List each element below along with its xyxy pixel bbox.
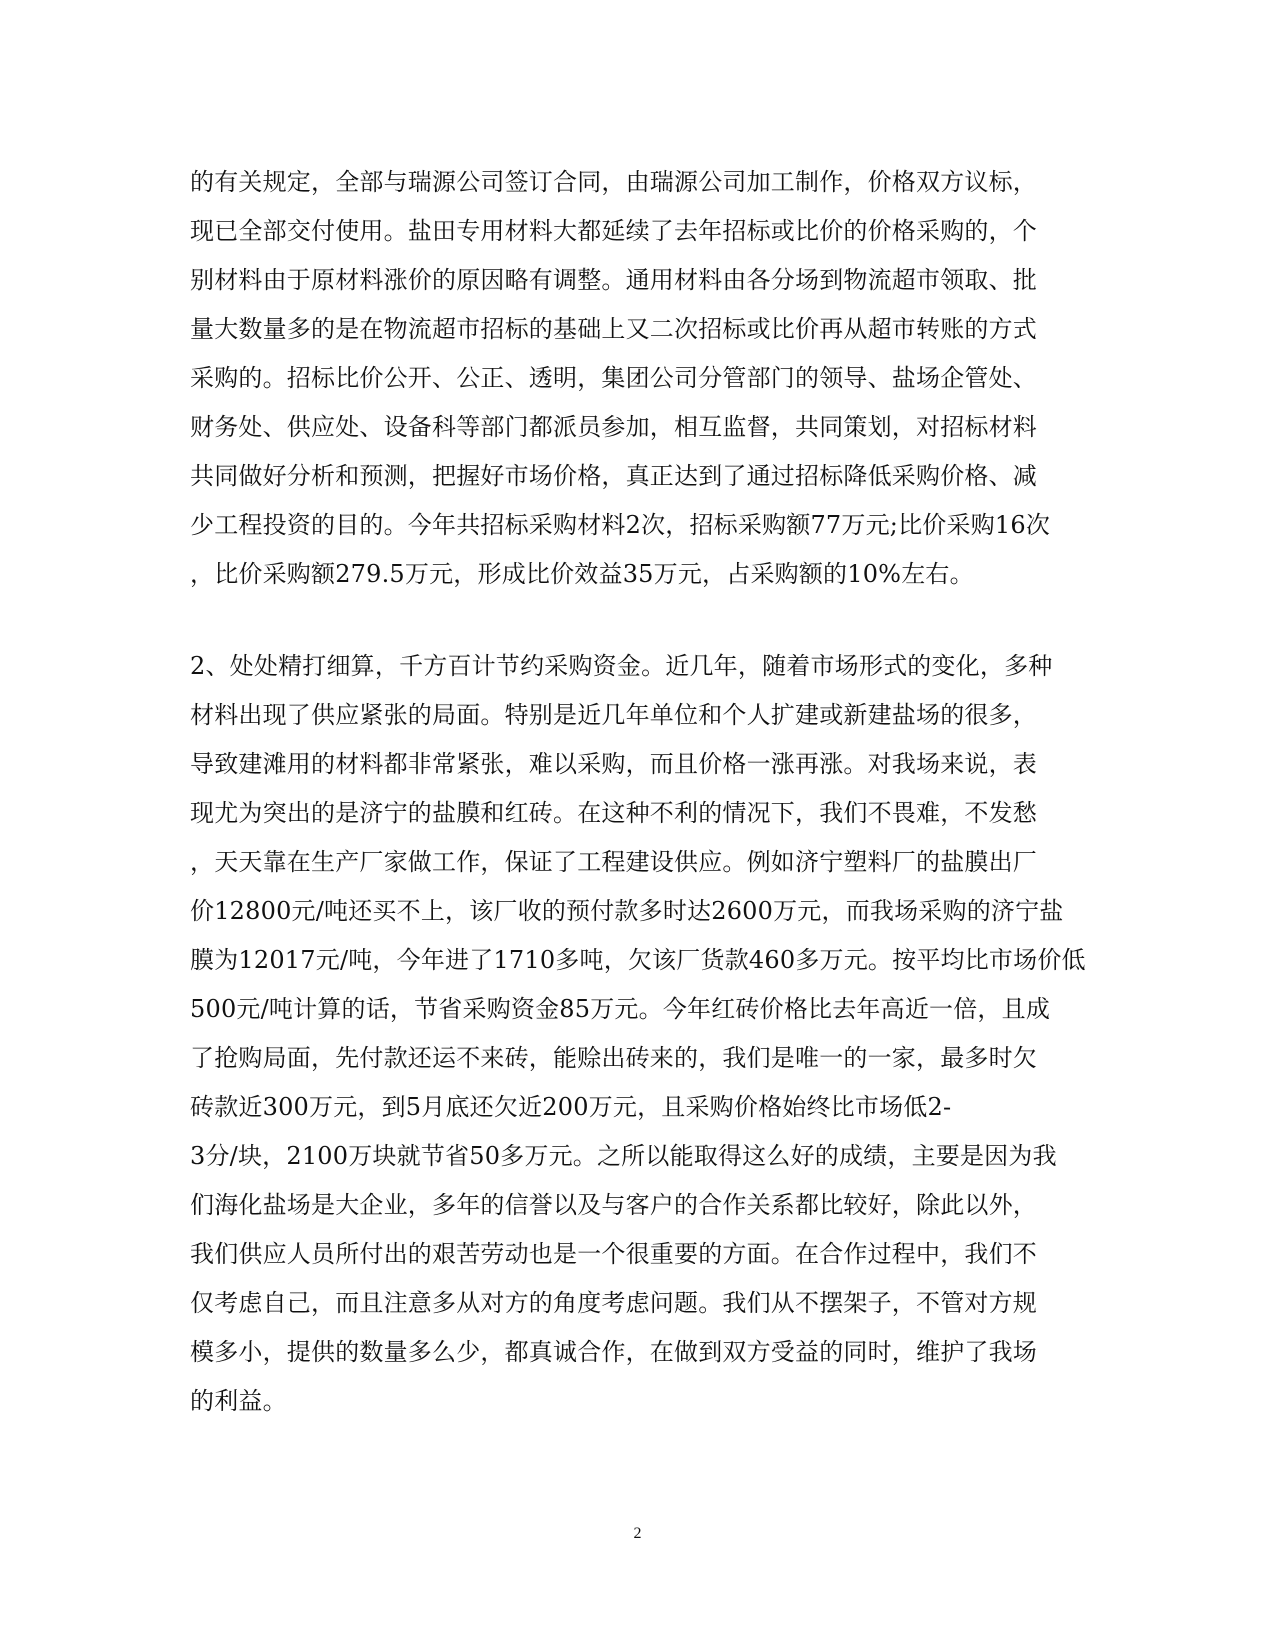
page-number: 2 bbox=[633, 1525, 642, 1542]
paragraph-cost-saving bbox=[190, 642, 1090, 1426]
text-line: 了抢购局面，先付款还运不来砖，能赊出砖来的，我们是唯一的一家，最多时欠 bbox=[190, 1044, 1037, 1072]
text-line: 膜为12017元/吨，今年进了1710多吨，欠该厂货款460多万元。按平均比市场价低 bbox=[190, 946, 1086, 974]
text-line: 量大数量多的是在物流超市招标的基础上又二次招标或比价再从超市转账的方式 bbox=[190, 315, 1037, 343]
text-line: 2、处处精打细算，千方百计节约采购资金。近几年，随着市场形式的变化，多种 bbox=[190, 652, 1053, 680]
text-line: 3分/块，2100万块就节省50多万元。之所以能取得这么好的成绩，主要是因为我 bbox=[190, 1142, 1057, 1170]
text-line: 的有关规定，全部与瑞源公司签订合同，由瑞源公司加工制作，价格双方议标， bbox=[190, 168, 1037, 196]
text-line: 仅考虑自己，而且注意多从对方的角度考虑问题。我们从不摆架子，不管对方规 bbox=[190, 1289, 1037, 1317]
text-line: ，天天靠在生产厂家做工作，保证了工程建设供应。例如济宁塑料厂的盐膜出厂 bbox=[190, 848, 1037, 876]
paragraph-gap bbox=[190, 599, 1090, 642]
text-line: 采购的。招标比价公开、公正、透明，集团公司分管部门的领导、盐场企管处、 bbox=[190, 364, 1037, 392]
text-line: 导致建滩用的材料都非常紧张，难以采购，而且价格一涨再涨。对我场来说，表 bbox=[190, 750, 1037, 778]
text-line: 的利益。 bbox=[190, 1387, 287, 1415]
text-line: 我们供应人员所付出的艰苦劳动也是一个很重要的方面。在合作过程中，我们不 bbox=[190, 1240, 1037, 1268]
text-line: 砖款近300万元，到5月底还欠近200万元，且采购价格始终比市场低2- bbox=[190, 1093, 952, 1121]
text-line: 现尤为突出的是济宁的盐膜和红砖。在这种不利的情况下，我们不畏难，不发愁 bbox=[190, 799, 1037, 827]
body-text bbox=[190, 158, 1090, 1426]
text-line: 价12800元/吨还买不上，该厂收的预付款多时达2600万元，而我场采购的济宁盐 bbox=[190, 897, 1064, 925]
text-line: 模多小，提供的数量多么少，都真诚合作，在做到双方受益的同时，维护了我场 bbox=[190, 1338, 1037, 1366]
text-line: 财务处、供应处、设备科等部门都派员参加，相互监督，共同策划，对招标材料 bbox=[190, 413, 1037, 441]
text-line: 500元/吨计算的话，节省采购资金85万元。今年红砖价格比去年高近一倍，且成 bbox=[190, 995, 1051, 1023]
text-line: ，比价采购额279.5万元，形成比价效益35万元，占采购额的10%左右。 bbox=[190, 560, 974, 588]
text-line: 共同做好分析和预测，把握好市场价格，真正达到了通过招标降低采购价格、减 bbox=[190, 462, 1037, 490]
paragraph-procurement-bidding bbox=[190, 158, 1090, 599]
text-line: 材料出现了供应紧张的局面。特别是近几年单位和个人扩建或新建盐场的很多， bbox=[190, 701, 1037, 729]
text-line: 们海化盐场是大企业，多年的信誉以及与客户的合作关系都比较好，除此以外， bbox=[190, 1191, 1037, 1219]
text-line: 现已全部交付使用。盐田专用材料大都延续了去年招标或比价的价格采购的，个 bbox=[190, 217, 1037, 245]
text-line: 少工程投资的目的。今年共招标采购材料2次，招标采购额77万元;比价采购16次 bbox=[190, 511, 1051, 539]
text-line: 别材料由于原材料涨价的原因略有调整。通用材料由各分场到物流超市领取、批 bbox=[190, 266, 1037, 294]
